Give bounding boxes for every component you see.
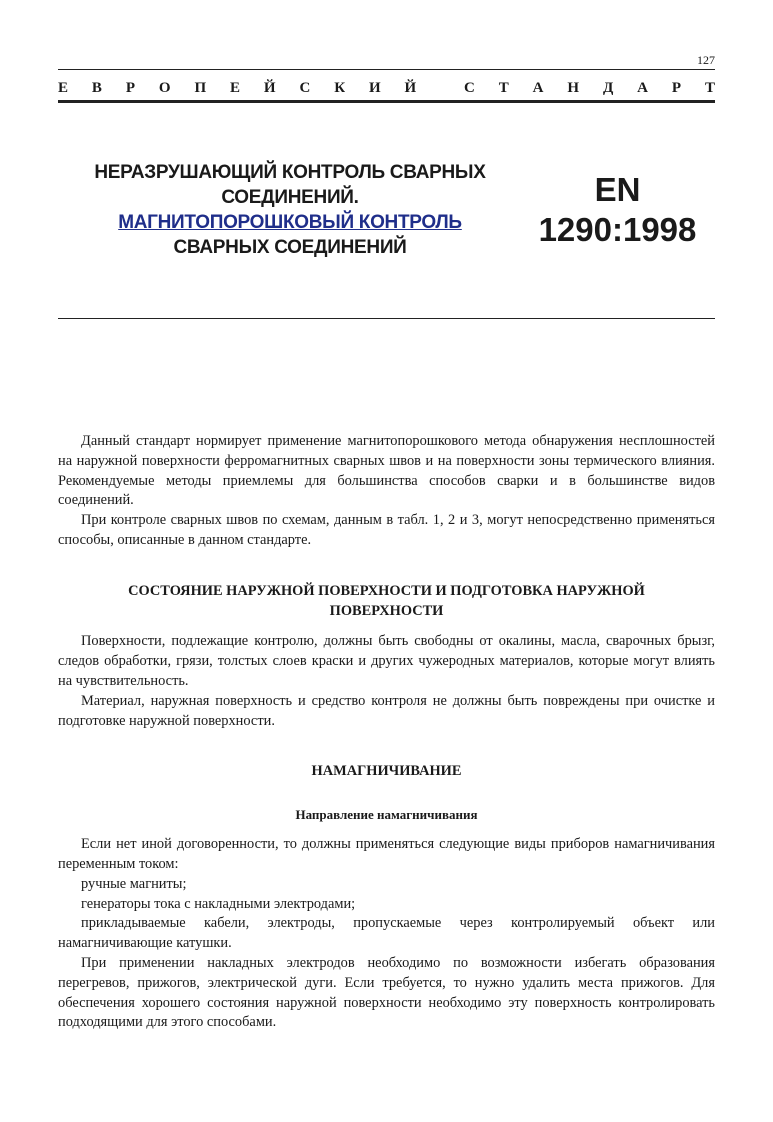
section-heading-surface [58, 582, 715, 622]
section-heading-line-1: СОСТОЯНИЕ НАРУЖНОЙ ПОВЕРХНОСТИ И ПОДГОТОВКА НАРУЖНОЙ [128, 582, 645, 599]
banner-letter: И [368, 80, 381, 96]
banner-letter: Н [567, 80, 580, 96]
banner-letter: А [532, 80, 544, 96]
body-text [58, 432, 715, 1033]
banner-letter: Е [58, 80, 69, 96]
header-rule-top [58, 69, 715, 70]
title-line-4: СВАРНЫХ СОЕДИНЕНИЙ [173, 237, 407, 258]
banner-letter: А [637, 80, 648, 96]
intro-paragraph-1: Данный стандарт нормирует применение магнитопорошкового метода обнаружения несплошностей на наружной поверхности ферромагнитных сварных швов и на поверхности зоны термического влияния. Рекомендуемые методы приемлемы для большинства способов сварки и в большинстве видов соединений. [58, 433, 715, 509]
standard-number: 1290:1998 [538, 211, 697, 248]
banner-letter: С [464, 80, 475, 96]
banner-letter: Т [498, 80, 509, 96]
magnetization-paragraph-2: При применении накладных электродов необходимо по возможности избегать образования перегревов, прижогов, электрической дуги. Если требуется, то нужно удалить места прижогов. Для обеспечения хорошего состояния наружной поверхности необходимо эту поверхность контролировать подходящими для этого способами. [58, 954, 715, 1031]
document-title [70, 160, 510, 260]
banner-letter: Д [602, 80, 614, 96]
banner-letter: Е [230, 80, 241, 96]
standard-code [520, 170, 715, 250]
banner-letter: П [194, 80, 207, 96]
standard-prefix: EN [594, 171, 641, 208]
section-heading-line-2: ПОВЕРХНОСТИ [329, 602, 444, 619]
title-line-1: НЕРАЗРУШАЮЩИЙ КОНТРОЛЬ СВАРНЫХ [94, 162, 486, 183]
magnetization-paragraph-1: Если нет иной договоренности, то должны применяться следующие виды приборов намагничивания переменным током: [58, 836, 715, 872]
banner-letter: С [299, 80, 311, 96]
banner-letter: В [91, 80, 102, 96]
banner-letter: Р [671, 80, 682, 96]
surface-paragraph-2: Материал, наружная поверхность и средство контроля не должны быть повреждены при очистке и подготовке наружной поверхности. [58, 692, 715, 729]
page-number: 127 [697, 53, 715, 67]
list-item: прикладываемые кабели, электроды, пропускаемые через контролируемый объект или намагничивающие катушки. [58, 915, 715, 952]
intro-paragraph-2: При контроле сварных швов по схемам, данным в табл. 1, 2 и 3, могут непосредственно применяться способы, описанные в данном стандарте. [58, 512, 715, 548]
banner-letter: О [158, 80, 171, 96]
banner-letter: Й [404, 80, 417, 96]
header-rule-bottom [58, 100, 715, 103]
surface-paragraph-1: Поверхности, подлежащие контролю, должны быть свободны от окалины, масла, сварочных брызг, следов обработки, грязи, толстых слоев краски и других чужеродных материалов, которые могут влиять на чувствительность. [58, 633, 715, 689]
banner-letter: Р [125, 80, 135, 96]
banner-letter: Т [704, 80, 715, 96]
header-banner [58, 79, 715, 97]
list-item: ручные магниты; [81, 875, 187, 892]
banner-letter: Й [263, 80, 276, 96]
banner-letter: К [334, 80, 346, 96]
subheading-magnetization-direction: Направление намагничивания [295, 807, 478, 823]
title-link[interactable]: МАГНИТОПОРОШКОВЫЙ КОНТРОЛЬ [118, 212, 462, 233]
list-item: генераторы тока с накладными электродами; [81, 895, 356, 912]
title-line-2: СОЕДИНЕНИЙ. [221, 187, 359, 208]
title-rule [58, 318, 715, 319]
section-heading-magnetization: НАМАГНИЧИВАНИЕ [311, 763, 462, 780]
